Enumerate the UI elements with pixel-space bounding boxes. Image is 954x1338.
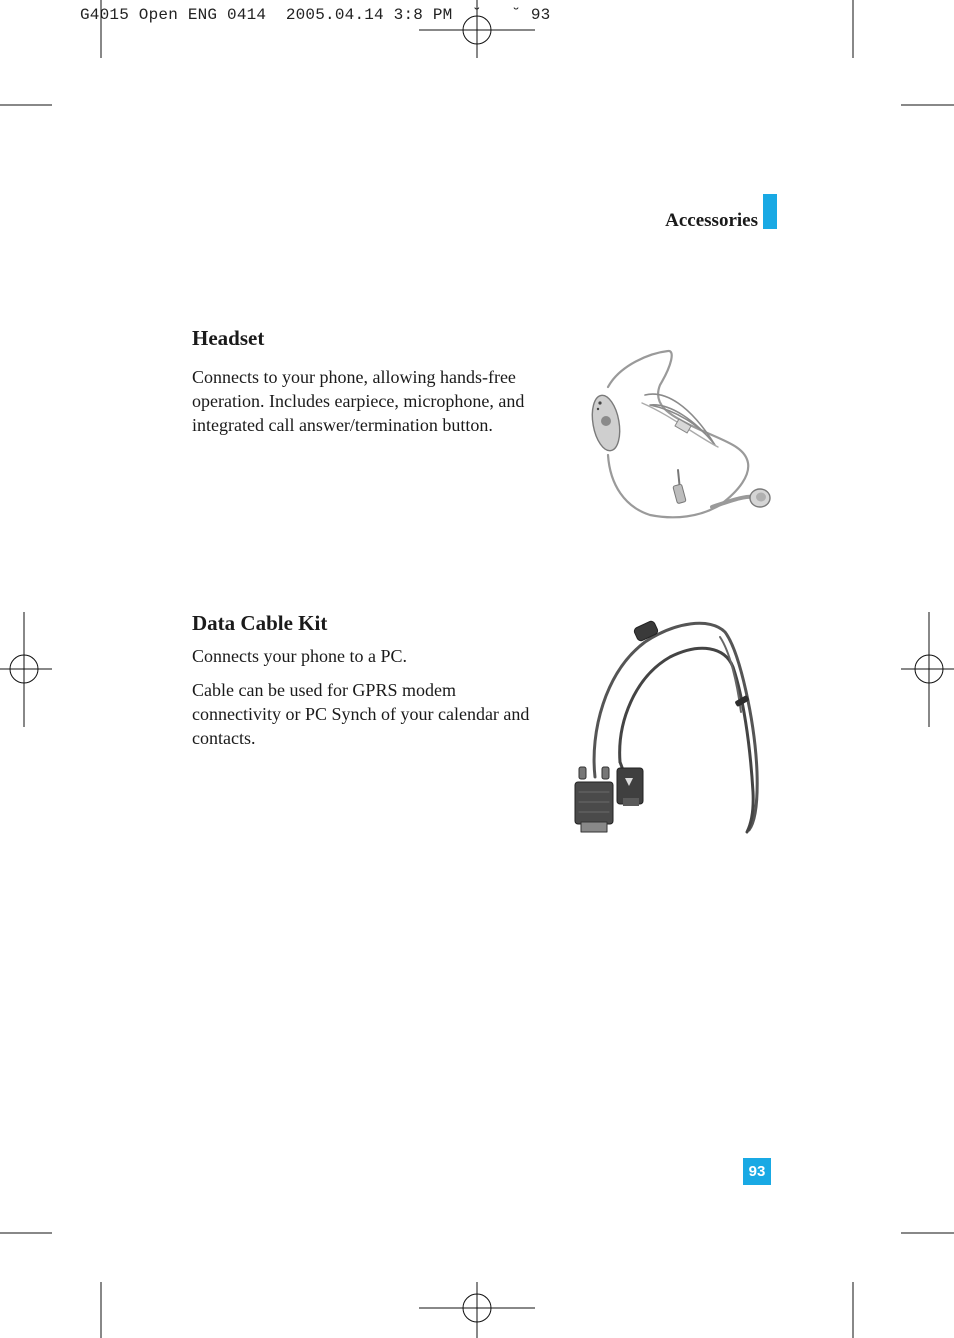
data-cable-photo [565,612,775,842]
headset-description: Connects to your phone, allowing hands-free operation. Includes earpiece, microphone, and integrated call answer/termination button. [192,367,525,435]
data-cable-title: Data Cable Kit [192,611,328,635]
printer-slug: G4015 Open ENG 0414 2005.04.14 3:8 PM ˘ ˘ 93 [80,6,551,24]
data-cable-description-1: Connects your phone to a PC. [192,646,407,666]
headset-photo [580,345,780,525]
page-number: 93 [743,1158,771,1185]
headset-title: Headset [192,326,265,350]
running-header: Accessories [665,210,758,231]
section-tab-marker [763,194,777,229]
data-cable-description-2: Cable can be used for GPRS modem connectivity or PC Synch of your calendar and contacts. [192,680,530,748]
